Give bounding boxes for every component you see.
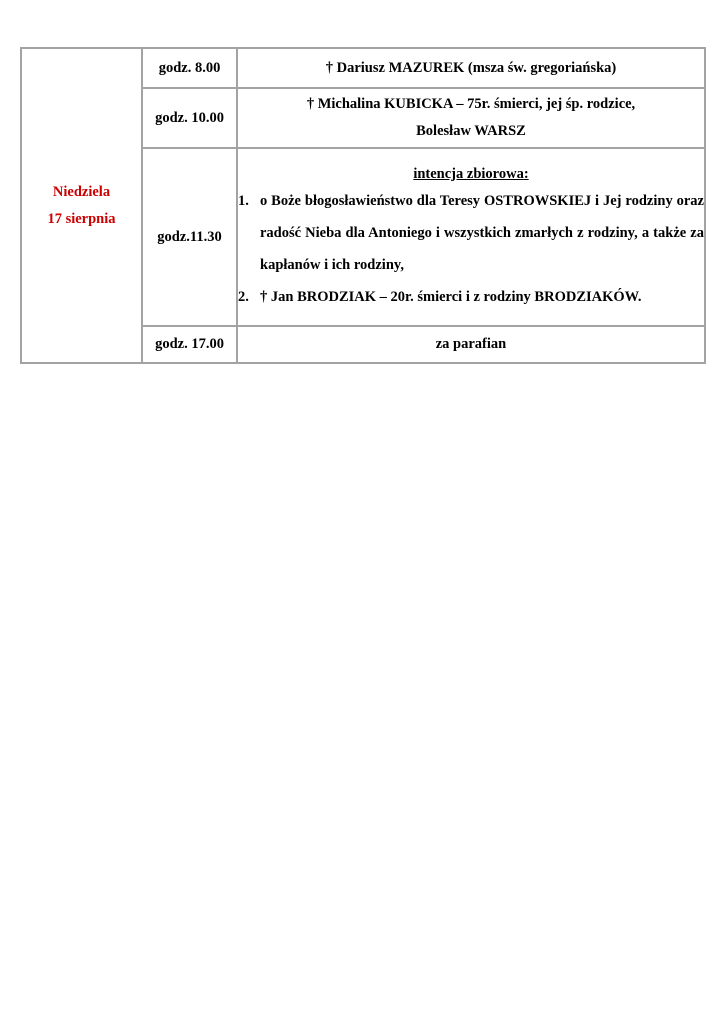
mass-time: godz.11.30 [142, 148, 237, 326]
day-name: Niedziela [52, 183, 111, 200]
mass-schedule-table [20, 47, 706, 364]
mass-time: godz. 10.00 [142, 88, 237, 148]
list-item-number: 1. [238, 192, 249, 209]
list-item-number: 2. [238, 288, 249, 305]
mass-time: godz. 17.00 [142, 326, 237, 363]
collective-intention [237, 148, 705, 326]
mass-intention [237, 88, 705, 148]
mass-intention: za parafian [237, 326, 705, 363]
mass-intention: † Dariusz MAZUREK (msza św. gregoriańska) [237, 48, 705, 88]
mass-time: godz. 8.00 [142, 48, 237, 88]
intention-list [238, 185, 704, 313]
collective-intention-title: intencja zbiorowa [413, 165, 524, 182]
intention-line: Bolesław WARSZ [416, 123, 526, 139]
collective-intention-colon: : [523, 165, 529, 182]
table-row [21, 48, 705, 88]
mass-intentions-page [20, 47, 704, 364]
list-item-text: o Boże błogosławieństwo dla Teresy OSTROWSKIEJ i Jej rodziny oraz radość Nieba dla Antoniego i wszystkich zmarłych z rodziny, a także za kapłanów i ich rodziny, [260, 192, 704, 273]
day-date: 17 sierpnia [47, 210, 116, 227]
collective-intention-heading [238, 162, 704, 185]
intention-line: † Michalina KUBICKA – 75r. śmierci, jej śp. rodzice, [306, 96, 636, 112]
day-cell [21, 48, 142, 363]
list-item [238, 185, 704, 281]
list-item-text: † Jan BRODZIAK – 20r. śmierci i z rodziny BRODZIAKÓW. [260, 288, 642, 305]
list-item [238, 281, 704, 313]
